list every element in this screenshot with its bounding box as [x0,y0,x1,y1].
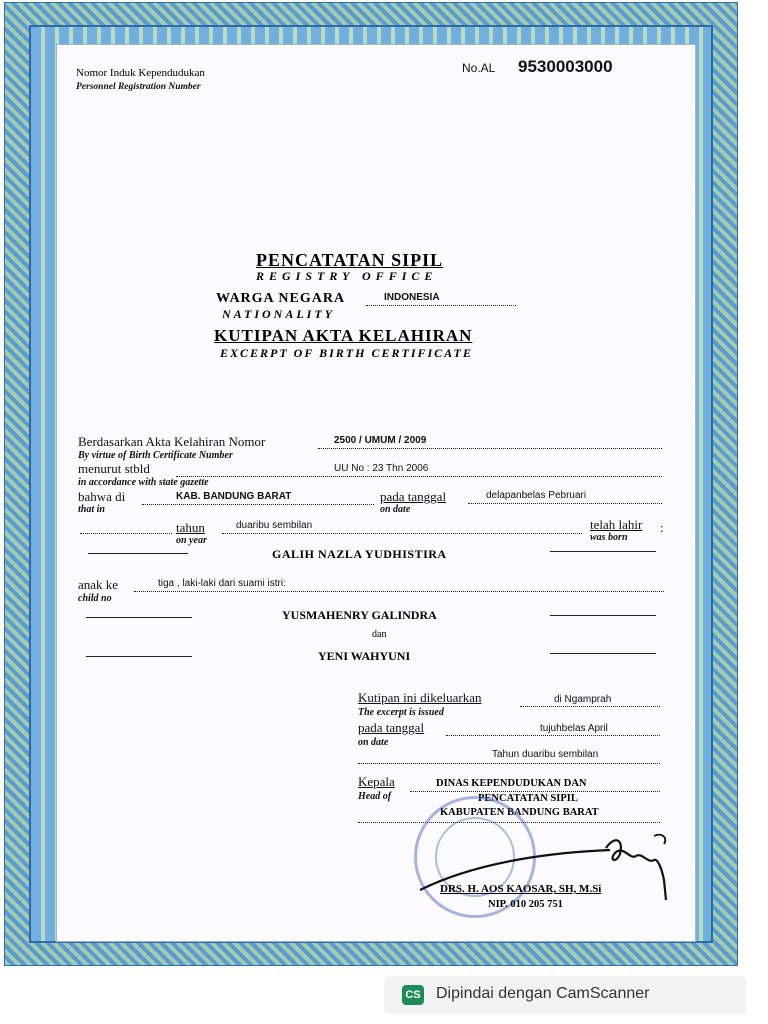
father-left-rule [86,617,192,618]
child-name: GALIH NAZLA YUDHISTIRA [272,547,447,561]
issue-year-dots [358,763,660,764]
office-line-1: DINAS KEPENDUDUKAN DAN [436,778,587,789]
nationality-dots [366,305,516,306]
issued-label-en: The excerpt is issued [358,707,444,718]
issued-dots [520,706,660,707]
year-label: tahun [176,520,205,535]
child-name-left-rule [88,553,188,554]
year-label-en: on year [176,535,207,546]
issue-year-value: Tahun duaribu sembilan [492,749,599,760]
place-label: bahwa di [78,489,126,504]
date-label-en: on date [380,504,411,515]
child-order-label: anak ke [78,577,119,592]
date-value: delapanbelas Pebruari [486,490,587,501]
office-line-2: PENCATATAN SIPIL [478,793,578,804]
issue-date-label-en: on date [358,737,389,748]
head-label: Kepala [358,774,395,789]
year-value: duaribu sembilan [236,520,313,531]
and-text: dan [372,629,387,640]
nationality-label-en: NATIONALITY [222,307,336,321]
mother-left-rule [86,656,192,657]
signature-graphic [410,830,680,910]
registry-title: PENCATATAN SIPIL [256,250,444,270]
official-name: DRS. H. AOS KAOSAR, SH, M.Si [440,883,602,895]
issue-date-value: tujuhbelas April [540,723,608,734]
mother-name: YENI WAHYUNI [318,649,411,663]
certificate-paper [56,44,696,942]
child-name-right-rule [550,551,656,552]
mother-right-rule [550,653,656,654]
stbld-value: UU No : 23 Thn 2006 [334,463,429,474]
place-dots [142,504,374,505]
registry-title-en: REGISTRY OFFICE [256,269,438,283]
issue-date-dots [446,735,660,736]
stbld-label: menurut stbld [78,461,150,476]
certificate-number-prefix: No.AL [462,61,496,75]
nationality-label: WARGA NEGARA [216,291,346,306]
date-dots [468,503,662,504]
camscanner-text: Dipindai dengan CamScanner [436,985,650,1002]
place-value: KAB. BANDUNG BARAT [176,491,292,502]
based-value: 2500 / UMUM / 2009 [334,435,427,446]
based-label-en: By virtue of Birth Certificate Number [78,450,233,461]
child-order-value: tiga , laki-laki dari suami istri: [158,578,286,589]
born-label-en: was born [590,532,628,543]
date-label: pada tanggal [380,489,447,504]
nationality-value: INDONESIA [384,292,440,303]
based-label: Berdasarkan Akta Kelahiran Nomor [78,434,266,449]
father-name: YUSMAHENRY GALINDRA [282,608,437,622]
stbld-dots [176,476,662,477]
issue-date-label: pada tanggal [358,720,425,735]
camscanner-logo-icon: CS [402,985,424,1005]
year-left-dots [80,533,172,534]
stbld-label-en: in accordance with state gazette [78,477,209,488]
registration-label: Nomor Induk Kependudukan [76,67,205,79]
born-colon: : [660,520,664,535]
based-dots [318,448,662,449]
child-order-label-en: child no [78,593,112,604]
year-dots [222,533,582,534]
registration-label-en: Personnel Registration Number [76,82,201,92]
place-label-en: that in [78,504,105,515]
issued-value: di Ngamprah [554,694,612,705]
camscanner-watermark [384,976,746,1014]
head-label-en: Head of [358,791,392,802]
office-dots-1 [410,791,660,792]
certificate-number: 9530003000 [518,57,613,76]
official-nip: NIP. 010 205 751 [488,899,563,910]
child-order-dots [134,591,664,592]
office-line-3: KABUPATEN BANDUNG BARAT [440,807,599,818]
issued-label: Kutipan ini dikeluarkan [358,690,482,705]
excerpt-title: KUTIPAN AKTA KELAHIRAN [214,326,473,345]
excerpt-title-en: EXCERPT OF BIRTH CERTIFICATE [220,346,473,360]
father-right-rule [550,615,656,616]
born-label: telah lahir [590,517,643,532]
